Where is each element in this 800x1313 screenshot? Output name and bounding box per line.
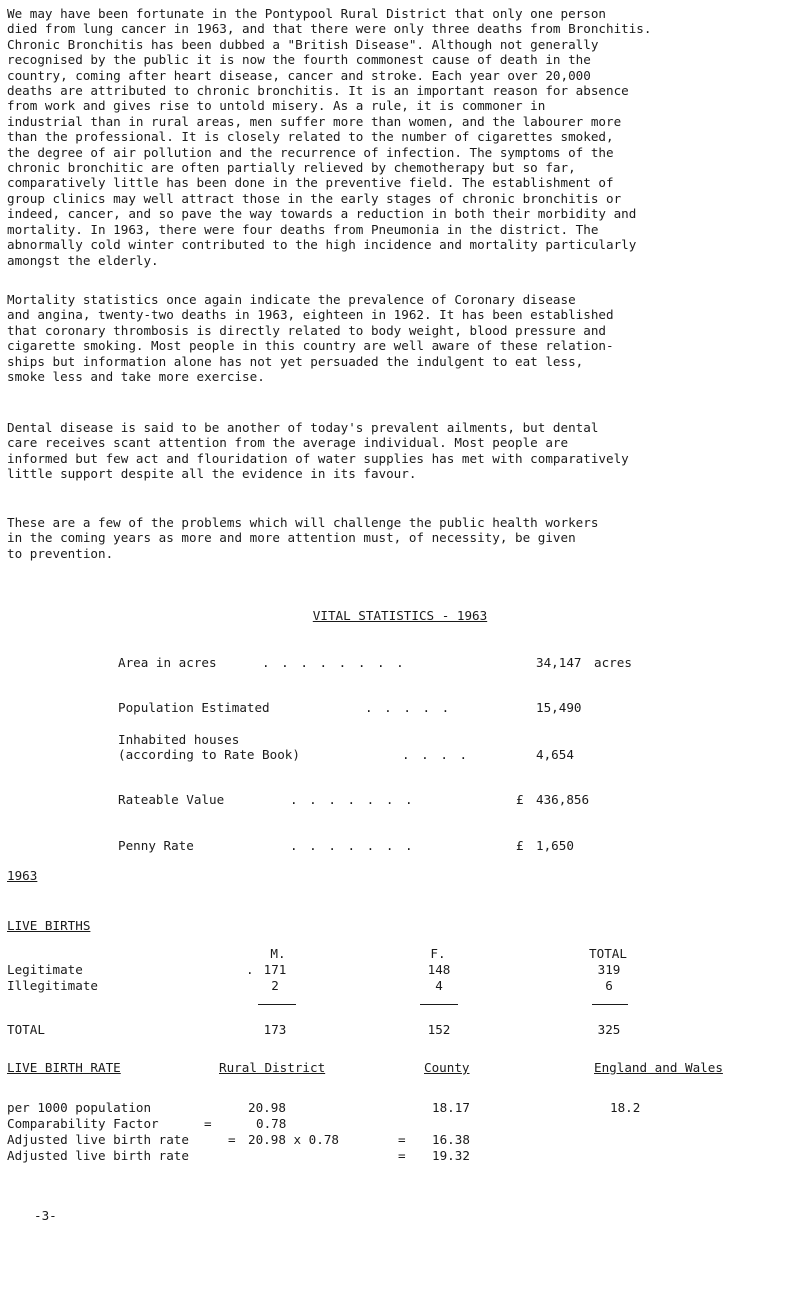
- legitimate-female: 148: [427, 962, 451, 977]
- dot-leader: . . . .: [402, 747, 470, 762]
- houses-value: 4,654: [536, 747, 574, 762]
- total-female: 152: [427, 1022, 451, 1037]
- vital-statistics-title: VITAL STATISTICS - 1963: [312, 608, 488, 623]
- paragraph-dental: Dental disease is said to be another of today's prevalent ailments, but dental care receives scant attention from the average individual. Most people are informed but few act and flouridation of water supplies has met with comparatively little support despite all the evidence in its favour.: [7, 420, 629, 482]
- dot-leader: . . . . . . .: [290, 838, 415, 853]
- area-value: 34,147: [536, 655, 582, 670]
- rateable-currency: £: [516, 792, 524, 807]
- comparability-value: 0.78: [256, 1116, 287, 1131]
- col-england-wales: England and Wales: [594, 1060, 723, 1075]
- comparability-label: Comparability Factor: [7, 1116, 159, 1131]
- rateable-label: Rateable Value: [118, 792, 225, 807]
- adjusted-rate-2-equals: =: [398, 1148, 406, 1163]
- paragraph-prevention: These are a few of the problems which will challenge the public health workers in the coming years as more and more attention must, of necessity, be given to prevention.: [7, 515, 599, 561]
- page-number: -3-: [34, 1208, 57, 1223]
- per1000-rural: 20.98: [248, 1100, 286, 1115]
- year-heading: 1963: [7, 868, 38, 883]
- population-value: 15,490: [536, 700, 582, 715]
- adjusted-rate-label: Adjusted live birth rate: [7, 1132, 189, 1147]
- penny-rate-label: Penny Rate: [118, 838, 194, 853]
- per1000-county: 18.17: [432, 1100, 470, 1115]
- legitimate-total: 319: [597, 962, 621, 977]
- legitimate-label: Legitimate: [7, 962, 83, 977]
- total-label: TOTAL: [7, 1022, 45, 1037]
- illegitimate-male: 2: [271, 978, 279, 993]
- adjusted-rate-county: 16.38: [432, 1132, 470, 1147]
- col-total: TOTAL: [589, 946, 627, 961]
- population-label: Population Estimated: [118, 700, 270, 715]
- paragraph-coronary: Mortality statistics once again indicate the prevalence of Coronary disease and angina, twenty-two deaths in 1963, eighteen in 1962. It has been established that coronary thrombosis is directly related to body weight, blood pressure and cigarette smoking. Most people in this country are well aware of these relation- ships but information alone has not yet persuaded the indulgent to eat less, smoke less and take more exercise.: [7, 292, 614, 385]
- total-total: 325: [597, 1022, 621, 1037]
- col-rural-district: Rural District: [219, 1060, 326, 1075]
- live-birth-rate-heading: LIVE BIRTH RATE: [7, 1060, 121, 1075]
- illegitimate-label: Illegitimate: [7, 978, 98, 993]
- area-label: Area in acres: [118, 655, 217, 670]
- per1000-label: per 1000 population: [7, 1100, 152, 1115]
- adjusted-rate-equals: =: [228, 1132, 236, 1147]
- illegitimate-female: 4: [435, 978, 443, 993]
- penny-rate-value: 1,650: [536, 838, 574, 853]
- adjusted-rate-equals-2: =: [398, 1132, 406, 1147]
- area-unit: acres: [594, 655, 632, 670]
- dot-leader: . . . . .: [365, 700, 452, 715]
- total-male: 173: [263, 1022, 287, 1037]
- sum-rule: [258, 1004, 296, 1005]
- col-female: F.: [430, 946, 446, 961]
- houses-label-line1: Inhabited houses: [118, 732, 240, 747]
- adjusted-rate-2-county: 19.32: [432, 1148, 470, 1163]
- illegitimate-total: 6: [605, 978, 613, 993]
- comma-mark: .: [246, 962, 254, 977]
- live-births-heading: LIVE BIRTHS: [7, 918, 91, 933]
- houses-label-line2: (according to Rate Book): [118, 747, 300, 762]
- legitimate-male: 171: [263, 962, 287, 977]
- col-county: County: [424, 1060, 470, 1075]
- rateable-value: 436,856: [536, 792, 590, 807]
- paragraph-bronchitis: We may have been fortunate in the Pontypool Rural District that only one person died from lung cancer in 1963, and that there were only three deaths from Bronchitis. Chronic Bronchitis has been dubbed a "British Disease". Although not generally recognised by the public it is now the fourth commonest cause of death in the country, coming after heart disease, cancer and stroke. Each year over 20,000 deaths are attributed to chronic bronchitis. It is an important reason for absence from work and gives rise to untold misery. As a rule, it is commoner in industrial than in rural areas, men suffer more than women, and the labourer more than the professional. It is closely related to the number of cigarettes smoked, the degree of air pollution and the recurrence of infection. The symptoms of the chronic bronchitic are often partially relieved by chemotherapy but so far, comparatively little has been done in the preventive field. The establishment of group clinics may well attract those in the early stages of chronic bronchitis or indeed, cancer, and so pave the way towards a reduction in both their morbidity and mortality. In 1963, there were four deaths from Pneumonia in the district. The abnormally cold winter contributed to the high incidence and mortality particularly amongst the elderly.: [7, 6, 652, 268]
- per1000-england-wales: 18.2: [610, 1100, 641, 1115]
- sum-rule: [592, 1004, 628, 1005]
- adjusted-rate-calc: 20.98 x 0.78: [248, 1132, 339, 1147]
- col-male: M.: [270, 946, 286, 961]
- dot-leader: . . . . . . . .: [262, 655, 406, 670]
- adjusted-rate-label-2: Adjusted live birth rate: [7, 1148, 189, 1163]
- dot-leader: . . . . . . .: [290, 792, 415, 807]
- sum-rule: [420, 1004, 458, 1005]
- penny-rate-currency: £: [516, 838, 524, 853]
- comparability-equals: =: [204, 1116, 212, 1131]
